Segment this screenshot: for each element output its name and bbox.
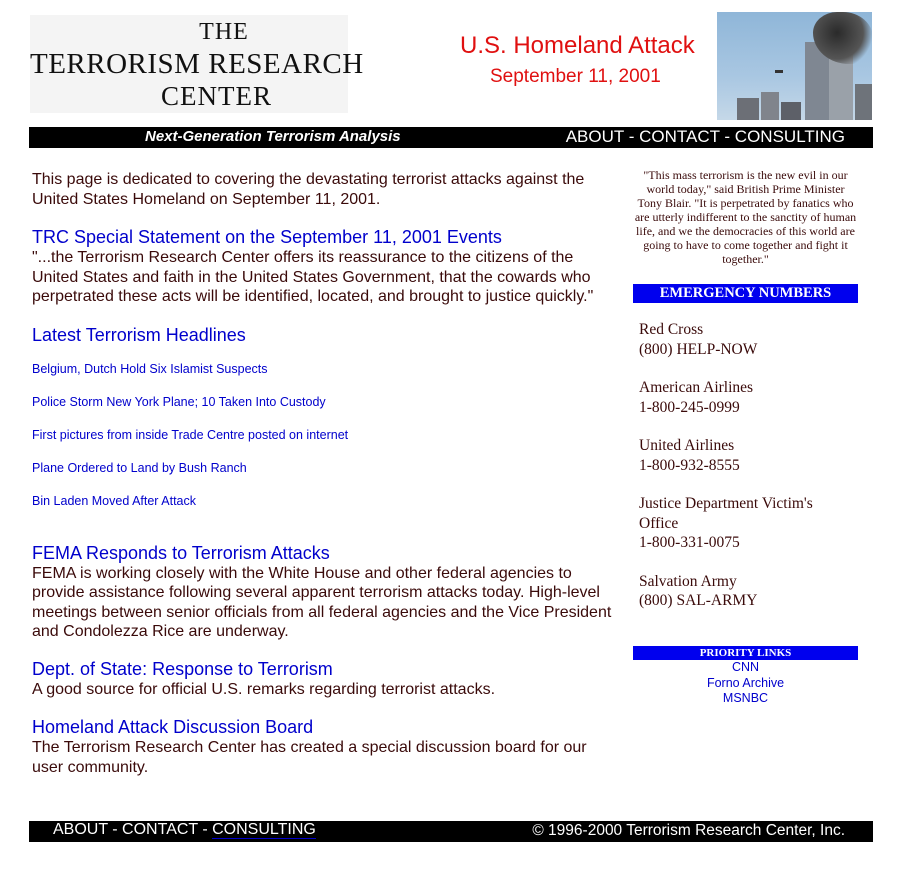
skyline-building-shape bbox=[761, 92, 779, 120]
contact-entry bbox=[639, 494, 854, 553]
contact-phone: (800) HELP-NOW bbox=[639, 340, 758, 358]
fema-text: FEMA is working closely with the White House and other federal agencies to provide assistance following several apparent terrorism attacks today. High-level meetings between senior officials from all federal agencies and the Vice President and Condolezza Rice are underway. bbox=[32, 564, 612, 640]
headline-link[interactable]: Plane Ordered to Land by Bush Ranch bbox=[32, 460, 247, 475]
footer-consulting-link[interactable]: CONSULTING bbox=[212, 821, 316, 838]
state-dept-text: A good source for official U.S. remarks regarding terrorist attacks. bbox=[32, 680, 496, 698]
nav-consulting-link[interactable]: CONSULTING bbox=[734, 127, 845, 146]
contact-phone: 1-800-245-0999 bbox=[639, 398, 740, 416]
headline-link[interactable]: Police Storm New York Plane; 10 Taken Into Custody bbox=[32, 394, 326, 409]
nav-separator: - bbox=[623, 127, 640, 146]
logo-line-the: THE bbox=[199, 19, 249, 45]
main-content bbox=[32, 170, 612, 777]
discussion-board-text: The Terrorism Research Center has created a special discussion board for our user community. bbox=[32, 739, 587, 776]
page-title: U.S. Homeland Attack bbox=[460, 32, 695, 59]
skyline-building-shape bbox=[855, 84, 872, 120]
skyline-building-shape bbox=[737, 98, 759, 120]
emergency-numbers-heading: EMERGENCY NUMBERS bbox=[633, 284, 858, 303]
headlines-link[interactable]: Latest Terrorism Headlines bbox=[32, 324, 246, 345]
footer-about-link[interactable]: ABOUT bbox=[53, 821, 108, 838]
nav-separator: - bbox=[107, 821, 123, 838]
contact-name: United Airlines bbox=[639, 437, 735, 454]
intro-text: This page is dedicated to covering the devastating terrorist attacks against the United States Homeland on September 11, 2001. bbox=[32, 171, 585, 208]
contact-phone: (800) SAL-ARMY bbox=[639, 592, 758, 609]
contact-entry bbox=[639, 572, 854, 611]
nav-separator: - bbox=[719, 127, 735, 146]
nav-separator: - bbox=[197, 821, 213, 838]
contact-name: American Airlines bbox=[639, 379, 754, 396]
state-dept-link[interactable]: Dept. of State: Response to Terrorism bbox=[32, 658, 333, 679]
priority-links bbox=[633, 660, 858, 707]
headline-link[interactable]: Bin Laden Moved After Attack bbox=[32, 493, 196, 508]
priority-link-msnbc[interactable]: MSNBC bbox=[722, 691, 769, 705]
nav-about-link[interactable]: ABOUT bbox=[565, 127, 624, 146]
footer-bar bbox=[29, 821, 873, 842]
wtc-attack-photo bbox=[717, 12, 872, 120]
contact-entry bbox=[639, 320, 854, 359]
nav-contact-link[interactable]: CONTACT bbox=[639, 127, 720, 146]
skyline-building-shape bbox=[781, 102, 801, 120]
logo-line-center: CENTER bbox=[161, 81, 272, 111]
contact-entry bbox=[639, 378, 854, 417]
contact-phone: 1-800-331-0075 bbox=[639, 534, 740, 551]
priority-link-forno-archive[interactable]: Forno Archive bbox=[706, 675, 785, 690]
priority-link-cnn[interactable]: CNN bbox=[731, 660, 760, 674]
blair-quote: "This mass terrorism is the new evil in our world today," said British Prime Minister Tony Blair. "It is perpetrated by fanatics who are utterly indifferent to the sanctity of human life, and we the democracies of this world are going to have to come together and fight it together." bbox=[634, 168, 857, 266]
contact-name: Salvation Army bbox=[639, 572, 737, 590]
headline-link[interactable]: Belgium, Dutch Hold Six Islamist Suspects bbox=[32, 361, 268, 376]
page-date: September 11, 2001 bbox=[490, 66, 661, 87]
tagline: Next-Generation Terrorism Analysis bbox=[145, 128, 401, 145]
copyright: © 1996-2000 Terrorism Research Center, Inc. bbox=[532, 822, 845, 839]
contact-name: Justice Department Victim's Office bbox=[639, 495, 813, 532]
contact-name: Red Cross bbox=[639, 321, 704, 338]
statement-link[interactable]: TRC Special Statement on the September 11, 2001 Events bbox=[32, 227, 502, 247]
sidebar bbox=[633, 168, 858, 705]
top-nav bbox=[566, 127, 845, 147]
emergency-contacts bbox=[639, 320, 854, 630]
discussion-board-link[interactable]: Homeland Attack Discussion Board bbox=[32, 717, 314, 737]
site-logo[interactable] bbox=[30, 15, 364, 113]
fema-link[interactable]: FEMA Responds to Terrorism Attacks bbox=[32, 542, 330, 563]
top-nav-bar bbox=[29, 127, 873, 148]
priority-links-heading: PRIORITY LINKS bbox=[633, 646, 858, 660]
contact-phone: 1-800-932-8555 bbox=[639, 456, 740, 474]
footer-contact-link[interactable]: CONTACT bbox=[122, 821, 198, 838]
logo-line-terrorism-research: TERRORISM RESEARCH bbox=[30, 48, 364, 80]
contact-entry bbox=[639, 436, 854, 475]
plane-shape bbox=[775, 70, 783, 73]
statement-text: "...the Terrorism Research Center offers its reassurance to the citizens of the United States and faith in the United States Government, that the cowards who perpetrated these acts will be identified, located, and brought to justice quickly." bbox=[32, 249, 594, 305]
headline-link[interactable]: First pictures from inside Trade Centre posted on internet bbox=[32, 427, 349, 442]
footer-nav bbox=[53, 821, 316, 839]
